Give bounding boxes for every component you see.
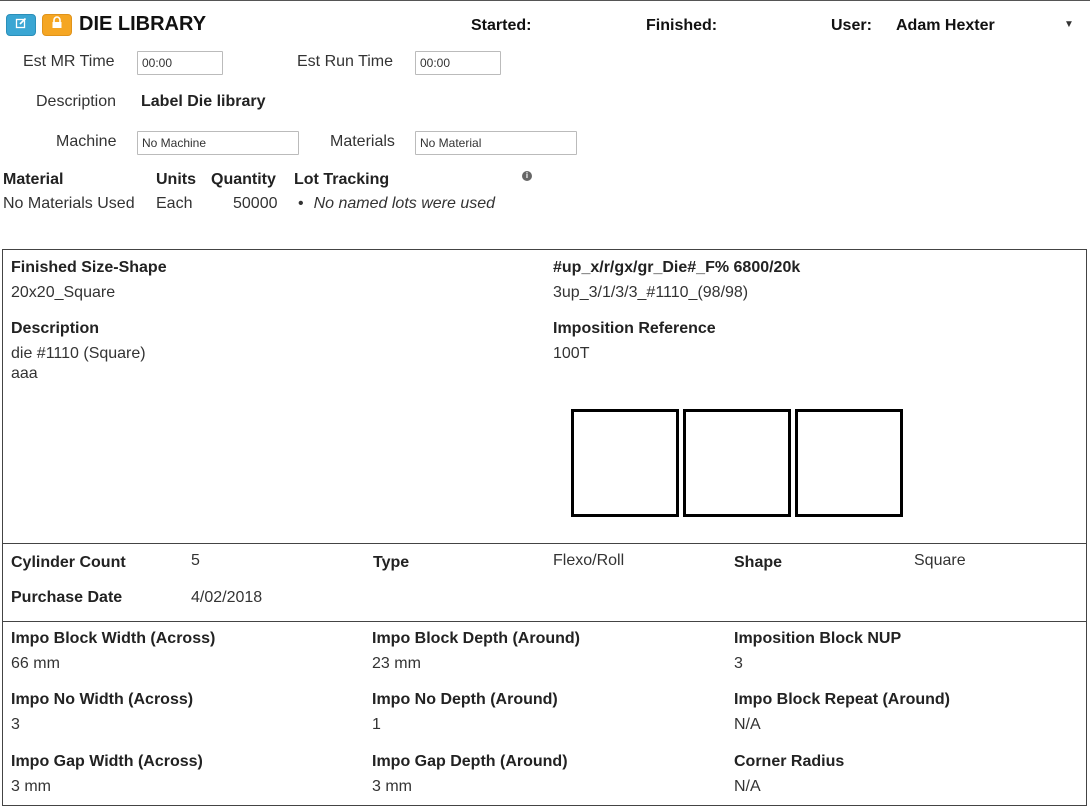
impo-gap-width-value: 3 mm [11,778,51,795]
bullet-icon: • [298,195,304,212]
edit-button[interactable] [6,14,36,36]
info-icon[interactable]: i [522,171,532,181]
impo-no-width-value: 3 [11,716,20,733]
corner-radius-value: N/A [734,778,761,795]
est-mr-time-label: Est MR Time [23,53,115,70]
impo-no-depth-label: Impo No Depth (Around) [372,691,558,708]
page-title: DIE LIBRARY [79,13,207,35]
cylinder-count-value: 5 [191,552,200,569]
finished-label: Finished: [646,17,718,34]
impo-gap-depth-value: 3 mm [372,778,412,795]
purchase-date-value: 4/02/2018 [191,589,263,606]
die-code-label: #up_x/r/gx/gr_Die#_F% 6800/20k [553,259,801,276]
machine-input[interactable] [137,131,299,155]
impo-block-repeat-value: N/A [734,716,761,733]
materials-label: Materials [330,133,395,150]
finished-size-value: 20x20_Square [11,284,116,301]
material-column-header: Material [3,171,64,188]
imposition-square-3 [795,409,903,517]
lot-tracking-column-header: Lot Tracking [294,171,390,188]
top-header [0,0,1090,46]
imposition-reference-value: 100T [553,345,590,362]
corner-radius-label: Corner Radius [734,753,845,770]
finished-size-label: Finished Size-Shape [11,259,167,276]
shape-value: Square [914,552,966,569]
imposition-square-1 [571,409,679,517]
description-value: Label Die library [141,93,266,110]
die-code-value: 3up_3/1/3/3_#1110_(98/98) [553,284,749,301]
impo-gap-depth-label: Impo Gap Depth (Around) [372,753,568,770]
est-run-time-label: Est Run Time [297,53,394,70]
purchase-date-label: Purchase Date [11,589,123,606]
lot-list-item [298,195,495,213]
edit-icon [15,16,27,34]
type-label: Type [373,554,410,571]
die-details-panel [2,249,1087,544]
imposition-reference-label: Imposition Reference [553,320,716,337]
started-label: Started: [471,17,532,34]
cylinder-count-label: Cylinder Count [11,554,126,571]
lock-button[interactable] [42,14,72,36]
impo-block-nup-value: 3 [734,655,743,672]
est-mr-time-input[interactable] [137,51,223,75]
user-select[interactable]: Adam Hexter [896,17,995,34]
impo-block-nup-label: Imposition Block NUP [734,630,902,647]
imposition-panel [2,621,1087,806]
impo-no-width-label: Impo No Width (Across) [11,691,194,708]
units-column-header: Units [156,171,196,188]
user-label: User: [831,17,872,34]
est-run-time-input[interactable] [415,51,501,75]
impo-block-width-value: 66 mm [11,655,60,672]
impo-block-depth-label: Impo Block Depth (Around) [372,630,580,647]
impo-gap-width-label: Impo Gap Width (Across) [11,753,203,770]
type-value: Flexo/Roll [553,552,625,569]
description-label: Description [36,93,117,110]
lock-icon [51,16,63,34]
imposition-square-2 [683,409,791,517]
die-description-line1: die #1110 (Square) [11,345,146,362]
impo-block-width-label: Impo Block Width (Across) [11,630,216,647]
quantity-column-header: Quantity [211,171,276,188]
materials-input[interactable] [415,131,577,155]
impo-block-depth-value: 23 mm [372,655,421,672]
impo-block-repeat-label: Impo Block Repeat (Around) [734,691,951,708]
chevron-down-icon[interactable]: ▼ [1064,19,1074,30]
units-cell: Each [156,195,193,212]
lot-text: No named lots were used [313,195,496,212]
shape-label: Shape [734,554,783,571]
die-description-line2: aaa [11,365,38,382]
die-description-label: Description [11,320,100,337]
quantity-cell: 50000 [233,195,278,212]
machine-label: Machine [56,133,117,150]
material-cell: No Materials Used [3,195,135,212]
impo-no-depth-value: 1 [372,716,381,733]
